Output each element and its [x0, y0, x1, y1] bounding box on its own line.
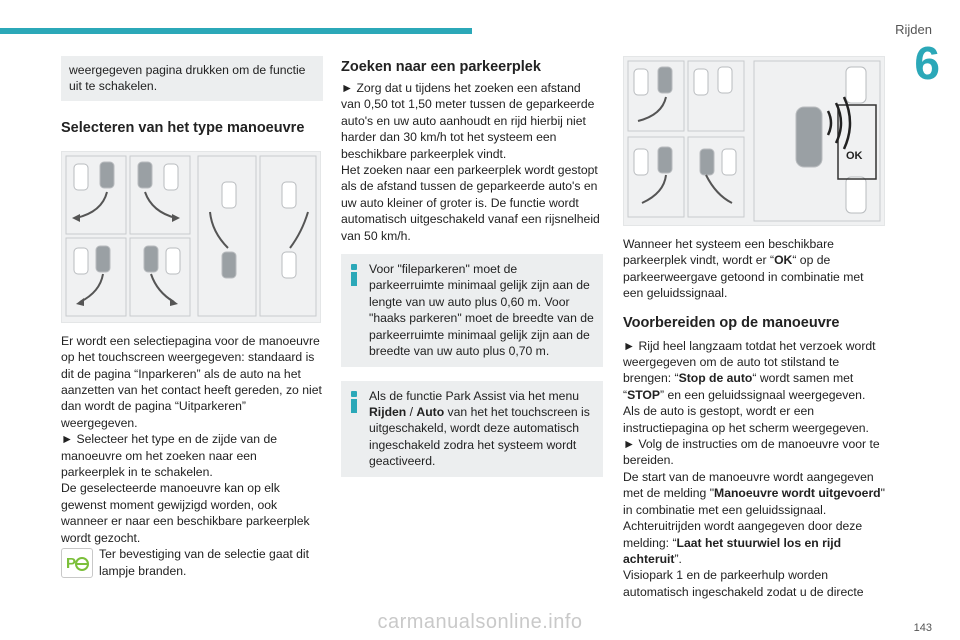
info-box-dimensions-text: Voor "fileparkeren" moet de parkeerruimte minimaal gelijk zijn aan de lengte van uw auto plus 0,60 m. Voor "haaks parkeren" moet de breedte van de parkeerruimte minimaal gelijk zijn aan de breedte van uw auto plus 0,70 m.: [369, 262, 594, 359]
search-step: ► Zorg dat u tijdens het zoeken een afstand van 0,50 tot 1,50 meter tussen de geparkeerde auto's en uw auto aanhoudt en rijd hierbij niet harder dan 30 km/h tot het systeem een beschikbare parkeerplek vindt.: [341, 81, 595, 161]
svg-text:P: P: [66, 555, 77, 573]
info-icon: [351, 264, 357, 286]
info-icon: [351, 391, 357, 413]
search-body: Het zoeken naar een parkeerplek wordt gestopt als de afstand tussen de geparkeerde auto's en uw auto kleiner of groter is. De functie wordt automatisch uitgeschakeld vanaf een rijsnelheid van 50 km/h.: [341, 163, 600, 243]
column-1: [61, 56, 323, 579]
intro-note: [61, 56, 323, 101]
maneuver-diagram: [62, 152, 320, 322]
prepare-body-2: De start van de manoeuvre wordt aangegeven met de melding "Manoeuvre wordt uitgevoerd" in combinatie met een geluidssignaal.: [623, 469, 885, 517]
prepare-step: ► Rijd heel langzaam totdat het verzoek wordt weergegeven om de auto tot stilstand te brengen: “Stop de auto“ wordt samen met “STOP” en een geluidssignaal weergegeven.: [623, 338, 876, 402]
column-3: [623, 56, 885, 600]
ok-illustration: [623, 56, 885, 226]
ok-body: Wanneer het systeem een beschikbare parkeerplek vindt, wordt er “OK“ op de parkeerweergave getoond in combinatie met een geluidssignaal.: [623, 237, 864, 301]
ok-diagram: [624, 57, 884, 225]
select-step: ► Selecteer het type en de zijde van de manoeuvre om het zoeken naar een parkeerplek in te schakelen.: [61, 432, 278, 480]
header-accent-bar: [0, 28, 472, 34]
heading-search-space: Zoeken naar een parkeerplek: [341, 59, 541, 75]
info-box-menu: [341, 381, 603, 477]
page-number: 143: [913, 622, 932, 634]
heading-prepare: Voorbereiden op de manoeuvre: [623, 314, 840, 331]
lamp-note: [61, 546, 323, 579]
ok-label: OK: [846, 150, 863, 162]
prepare-body-4: Visiopark 1 en de parkeerhulp worden automatisch ingeschakeld zodat u de directe: [623, 568, 864, 599]
section-title: Rijden: [895, 22, 932, 37]
chapter-number: 6: [914, 37, 940, 89]
info-box-dimensions: [341, 254, 603, 366]
heading-select-maneuver: Selecteren van het type manoeuvre: [61, 119, 305, 136]
column-2: [341, 56, 603, 477]
intro-note-text: weergegeven pagina drukken om de functie uit te schakelen.: [69, 63, 306, 94]
select-body-2: De geselecteerde manoeuvre kan op elk gewenst moment gewijzigd worden, ook wanneer er naar een beschikbare parkeerplek wordt gezocht.: [61, 481, 310, 545]
select-body: Er wordt een selectiepagina voor de manoeuvre op het touchscreen weergegeven: standaard is dit de pagina “Inparkeren” als de auto na het aanzetten van het contact heeft gereden, zo niet dan wordt de pagina “Uitparkeren” weergegeven.: [61, 333, 322, 430]
prepare-body-3: Achteruitrijden wordt aangegeven door deze melding: “Laat het stuurwiel los en rijd achteruit”.: [623, 519, 863, 566]
info-box-menu-text: Als de functie Park Assist via het menu Rijden / Auto van het het touchscreen is uitgeschakeld, wordt deze automatisch ingeschakeld zodra het systeem wordt geactiveerd.: [369, 388, 590, 469]
prepare-step-2: ► Volg de instructies om de manoeuvre voor te bereiden.: [623, 437, 880, 468]
watermark: carmanualsonline.info: [377, 611, 583, 633]
prepare-body: Als de auto is gestopt, wordt er een instructiepagina op het scherm weergegeven.: [623, 404, 869, 435]
lamp-note-text: Ter bevestiging van de selectie gaat dit lampje branden.: [99, 547, 310, 578]
park-assist-lamp-icon: [61, 548, 93, 578]
maneuver-illustration: [61, 151, 321, 323]
